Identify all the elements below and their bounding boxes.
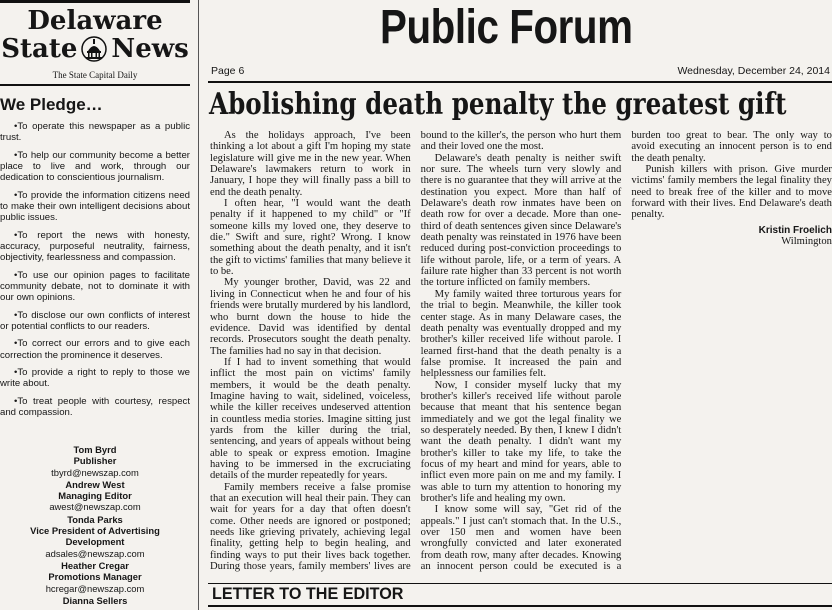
pledge-item: •To treat people with courtesy, respect and compassion.: [0, 395, 190, 418]
tagline: The State Capital Daily: [52, 70, 138, 80]
pledge-item: •To operate this newspaper as a public trust.: [0, 121, 190, 144]
masthead-rule: [0, 84, 190, 86]
author-location: Wilmington: [781, 236, 832, 248]
staff-title: Promotions Manager: [48, 571, 142, 583]
masthead-word3: News: [111, 34, 189, 64]
article-paragraph: Punish killers with prison. Give murder victims' family members the legal finality they need to break free of the killer and to move forward with their lives. End Delaware's death penalty.: [631, 164, 832, 221]
staff-title: Vice President of Advertising Development: [30, 525, 160, 548]
top-rule: [0, 0, 190, 3]
author-name: Kristin Froelich: [758, 224, 832, 236]
pledge-item: •To provide the information citizens need to make their own intelligent decisions about public issues.: [0, 189, 190, 224]
pledge-item: •To disclose our own conflicts of interest or potential conflicts to our readers.: [0, 309, 190, 333]
staff-name: Heather Cregar: [61, 559, 129, 571]
article-paragraph: I know some will say, "Get rid of the appeals." I just can't stomach that. In the U.S., over 150 men and women have been wrongfully convicted and later exonerated from death row, many after decades. Knowing an innocent person could be executed is a burden too great to bear. The only way to avoid executing an innocent person is to end the death penalty.: [420, 130, 832, 573]
article-paragraph: My family waited three torturous years for the trial to begin. Meanwhile, the killer took center stage. As in many Delaware cases, the death penalty was eventually dropped and my brother's killer received life without parole. I learned first-hand that the death penalty is a false promise. It increased the pain and helplessness our families felt.: [420, 288, 622, 380]
staff-name: Tom Byrd: [73, 444, 117, 455]
article-paragraph: If I had to invent something that would inflict the most pain on victims' family members, it would be the death penalty. Imagine having to wait, sidelined, voiceless, while the killer receives undeserved attention in countless media stories. Imagine sitting just yards from the killer during the trial, sentencing, and years of appeals without being able to speak or express emotion. Imagine having to be immersed in the excruciating details of the murder repeatedly for years.: [210, 356, 411, 482]
article-paragraph: My younger brother, David, was 22 and living in Connecticut when he and four of his friends were brutally murdered by his landlord, who burnt down the house to hide the evidence. David was identified by dental records. Prosecutors sought the death penalty. The families had no say in that decision.: [210, 277, 411, 357]
pledge-item: •To use our opinion pages to facilitate community debate, not to dominate it with our own opinions.: [0, 269, 190, 304]
page-number: Page 6: [211, 65, 245, 77]
pledge-title: We Pledge…: [0, 95, 103, 114]
staff-email[interactable]: tbyrd@newszap.com: [51, 466, 139, 478]
article-headline: Abolishing death penalty the greatest gift: [209, 87, 787, 122]
letter-to-editor-label: LETTER TO THE EDITOR: [212, 584, 404, 603]
article-body: [210, 130, 832, 582]
bottom-rule: [208, 605, 832, 607]
capitol-dome-icon: [81, 36, 107, 62]
masthead-word1: Delaware: [27, 6, 163, 36]
article-paragraph: Delaware's death penalty is neither swift nor sure. The wheels turn very slowly and there is no guarantee that they will arrive at the destination you expect. More than half of Delaware's death row inmates have been on death row for over a decade. More than one-third of death sentences given since Delaware's death penalty was reinstated in 1976 have been reduced during post-conviction proceedings to life without parole, life, or a term of years. A failure rate higher than 33 percent is not worth the torture inflicted on family members.: [420, 152, 622, 289]
signature: [631, 225, 832, 248]
article-paragraph: As the holidays approach, I've been thinking a lot about a gift I'm hoping my state legislature will give me in the new year. When Delaware's lawmakers return to work in January, I hope they will finally pass a bill to end the death penalty.: [210, 130, 411, 198]
staff-title: Managing Editor: [58, 490, 132, 502]
staff-name: Dianna Sellers: [62, 594, 128, 606]
staff-title: Publisher: [73, 455, 117, 467]
staff-name: Tonda Parks: [67, 513, 123, 525]
pledge-item: •To correct our errors and to give each correction the prominence it deserves.: [0, 338, 190, 361]
masthead-word2: State: [1, 34, 78, 64]
staff-email[interactable]: awest@newszap.com: [49, 501, 141, 513]
staff-name: Andrew West: [65, 478, 125, 490]
dateline: Wednesday, December 24, 2014: [677, 65, 830, 77]
masthead: [0, 7, 190, 63]
staff-email[interactable]: hcregar@newszap.com: [45, 582, 145, 594]
staff-email[interactable]: adsales@newszap.com: [45, 547, 145, 559]
pledge-item: •To help our community become a better place to live and work, through our dedication to conscientious journalism.: [0, 149, 190, 184]
pledge-item: •To provide a right to reply to those we write about.: [0, 366, 190, 390]
pledge-item: •To report the news with honesty, accuracy, purposeful neutrality, fairness, objectivity, fearlessness and compassion.: [0, 229, 190, 264]
column-divider: [198, 0, 199, 610]
article-paragraph: I often hear, "I would want the death penalty if it happened to my child" or "If someone kills my loved one, they deserve to die." Swift and sure, right? Wrong. I know something about the death penalty, and it isn't the gift to victims' families that many believe it to be.: [210, 198, 411, 278]
header-rule: [208, 81, 832, 83]
article-paragraph: Family members receive a false promise that an execution will heal their pain. They can wait for years for a day that often doesn't come. Other needs are ignored or postponed; needs like grieving privately, achieving legal finality, getting help to begin healing, and finding ways to put their lives back together. During those years, family members' lives are bound to the killer's, the person who hurt them and their loved one the most.: [210, 130, 622, 573]
section-title: Public Forum: [380, 1, 633, 54]
left-rail: [0, 0, 198, 610]
article-paragraph: Now, I consider myself lucky that my brother's killer's received life without parole because that meant that his sentence began immediately and we got the legal finality we so desperately needed. By then, I knew I didn't want the death penalty. I didn't want my brother's killer to take my life, to take the focus of my heart and mind for years, able to inflict even more pain on me and my family. I was able to turn my attention to honoring my brother's life and healing my own.: [420, 379, 622, 504]
pledge-list: [0, 121, 190, 424]
staff-box: [0, 444, 190, 606]
